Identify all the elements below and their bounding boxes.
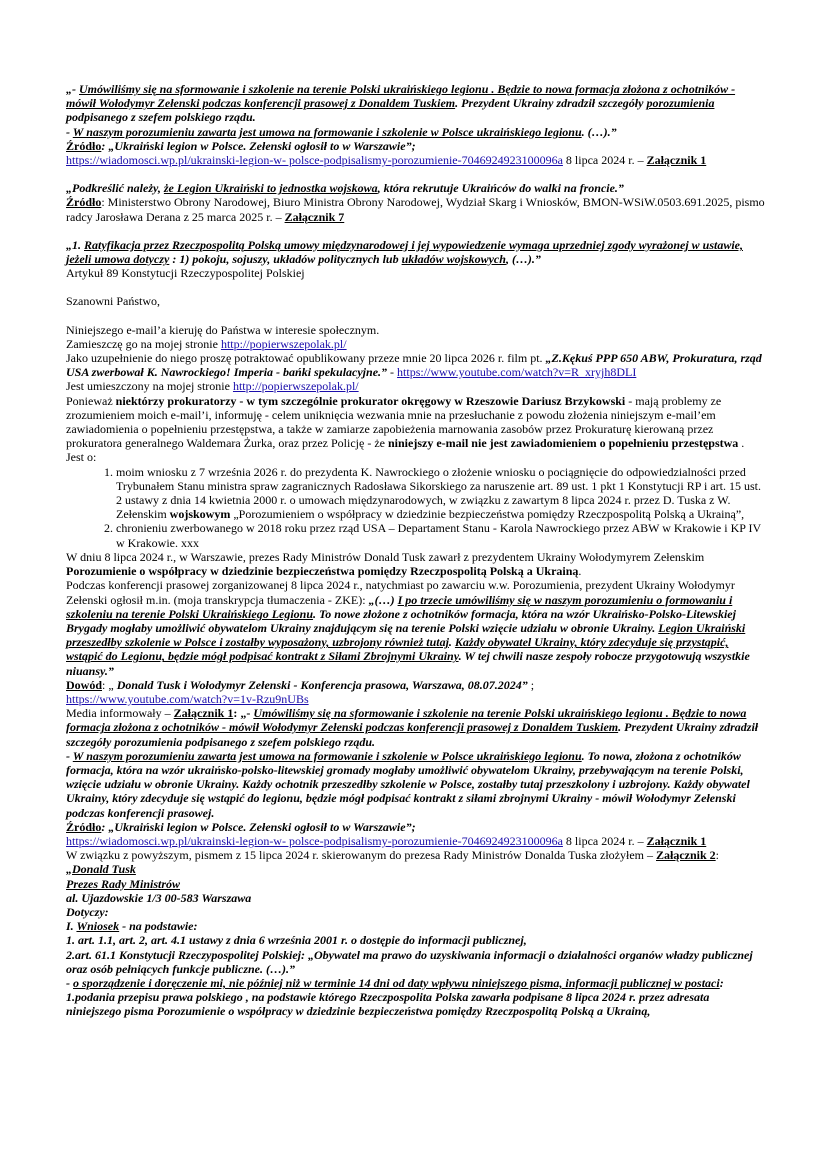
paragraph-letter: W związku z powyższym, pismem z 15 lipca 2024 r. skierowanym do prezesa Rady Ministrów Donalda Tuska złożyłem – Załącznik 2:: [66, 848, 720, 863]
list-item: 2. chronieniu zwerbowanego w 2018 roku przez rząd USA – Departament Stanu - Karola Nawrockiego przez ABW w Krakowie i KP IV w Krakowie. xxx: [116, 521, 766, 549]
website-link[interactable]: http://popierwszepolak.pl/: [220, 336, 347, 351]
quote-legion-1: „- Umówiliśmy się na sformowanie i szkolenie na terenie Polski ukraińskiego legionu . Będzie to nowa formacja złożona z ochotników - mówił Wołodymyr Zełenski podczas konferencji prasowej z Donaldem Tuskiem. Prezydent Ukrainy zdradził szczegóły porozumienia podpisanego z szefem polskiego rządu.: [66, 82, 736, 125]
source-1-link[interactable]: https://wiadomosci.wp.pl/ukrainski-legion-w- polsce-podpisalismy-porozumienie-7046924923100096a: [66, 153, 563, 168]
source-1-link-line: https://wiadomosci.wp.pl/ukrainski-legion-w- polsce-podpisalismy-porozumienie-7046924923100096a 8 lipca 2024 r. – Załącznik 1: [66, 153, 707, 168]
topics-list: [66, 465, 766, 550]
greeting: Szanowni Państwo,: [66, 294, 160, 309]
source-2: Źródło: Ministerstwo Obrony Narodowej, Biuro Ministra Obrony Narodowej, Wydział Skarg i Wniosków, BMON-WSiW.0503.691.2025, pismo radcy Jarosława Derana z 25 marca 2025 r. – Załącznik 7: [66, 195, 765, 224]
evidence-link-line: [66, 692, 766, 706]
request-point-1: 1.podania przepisu prawa polskiego , na podstawie którego Rzeczpospolita Polska zawarła podpisane 8 lipca 2024 r. przez adresata niniejszego pisma Porozumienie o współpracy w dziedzinie bezpieczeństwa pomiędzy Rzeczpospolitą Polską a Ukrainą,: [66, 990, 710, 1019]
paragraph-agreement: W dniu 8 lipca 2024 r., w Warszawie, prezes Rady Ministrów Donald Tusk zawarł z prezydentem Ukrainy Wołodymyrem Zełenskim Porozumienie o współpracy w dziedzinie bezpieczeństwa pomiędzy Rzeczpospolitą Polską a Ukrainą.: [66, 549, 705, 579]
quote-legion-2: - W naszym porozumieniu zawarta jest umowa na formowanie i szkolenie w Polsce ukraińskiego legionu. (…).”: [66, 124, 617, 139]
paragraph-media: Media informowały – Załącznik 1: „- Umówiliśmy się na sformowanie i szkolenie na terenie Polski ukraińskiego legionu . Będzie to nowa formacja złożona z ochotników - mówił Wołodymyr Zełenski podczas konferencji prasowej z Donaldem Tuskiem. Prezydent Ukrainy zdradził szczegóły porozumienia podpisanego z szefem polskiego rządu.: [66, 706, 759, 749]
source-3: Źródło: „Ukraiński legion w Polsce. Zełenski ogłosił to w Warszawie”;: [66, 819, 416, 834]
website-link-2[interactable]: http://popierwszepolak.pl/: [232, 379, 359, 394]
request-basis-2: 2.art. 61.1 Konstytucji Rzeczypospolitej Polskiej: „Obywatel ma prawo do uzyskiwania informacji o działalności organów władzy publicznej oraz osób pełniących funkcje publiczne. (…).”: [66, 947, 753, 976]
quote-constitution: „1. Ratyfikacja przez Rzeczpospolitą Polską umowy międzynarodowej i jej wypowiedzenie wymaga uprzedniej zgody wyrażonej w ustawie, jeżeli umowa dotyczy : 1) pokoju, sojuszy, układów politycznych lub układów wojskowych, (…).”: [66, 237, 743, 267]
paragraph-media-2: - W naszym porozumieniu zawarta jest umowa na formowanie i szkolenie w Polsce ukraińskiego legionu. To nowa, złożona z ochotników formacja, która na wzór ukraińsko-polsko-litewskiej gromady mogłaby umożliwić obywatelom Ukrainy, przebywającym na terenie Polski, wzięcie udziału w obronie Ukrainy. Każdy ochotnik przeszedłby szkolenie w Polsce, zostałby tutaj przeszkolony i uzbrojony. Każdy obywatel Ukrainy, który zdecyduje się wstąpić do legionu, będzie mógł podpisać kontrakt z siłami zbrojnymi Ukrainy - mówił Wołodymyr Zełenski podczas konferencji prasowej.: [66, 748, 750, 820]
document-page: [66, 82, 766, 1019]
constitution-source: Artykuł 89 Konstytucji Rzeczypospolitej Polskiej: [66, 266, 305, 281]
addressee-name: „Donald Tusk: [66, 862, 136, 877]
subject-label: Dotyczy:: [66, 904, 109, 919]
addressee-title: Prezes Rady Ministrów: [66, 876, 181, 891]
evidence: Dowód: „ Donald Tusk i Wołodymyr Zełenski - Konferencja prasowa, Warszawa, 08.07.2024” ;: [66, 677, 535, 692]
request-scope: - o sporządzenie i doręczenie mi, nie później niż w terminie 14 dni od daty wpływu niniejszego pisma, informacji publicznej w postaci:: [66, 975, 724, 990]
paragraph-website-2: Jest umieszczony na mojej stronie http://popierwszepolak.pl/: [66, 379, 359, 394]
paragraph-website: Zamieszczę go na mojej stronie http://popierwszepolak.pl/: [66, 336, 347, 351]
paragraph-conference: Podczas konferencji prasowej zorganizowanej 8 lipca 2024 r., natychmiast po zawarciu w.w. Porozumienia, prezydent Ukrainy Wołodymyr Zełenski ogłosił m.in. (moja transkrypcja tłumaczenia - ZKE): „(…) I po trzecie umówiliśmy się w naszym porozumieniu o formowaniu i szkoleniu na terenie Polski Ukraińskiego Legionu. To nowe złożone z ochotników formacja, która na wzór Ukraińsko-Polsko-Litewskiej Brygady mogłaby umożliwić obywatelom Ukrainy znajdującym się na terenie Polski wzięcie udziału w obronie Ukrainy. Legion Ukraiński przeszedłby szkolenie w Polsce i zostałby wyposażony, uzbrojony również tutaj. Każdy obywatel Ukrainy, który zdecyduje się przystąpić, wstąpić do Legionu, będzie mógł podpisać kontrakt z Siłami Zbrojnymi Ukrainy. W tej chwili nasze zespoły robocze przygotowują wszystkie niuansy.”: [66, 578, 750, 678]
request-heading: I. Wniosek - na podstawie:: [66, 919, 198, 934]
paragraph-about: Jest o:: [66, 450, 97, 465]
list-item: 1. moim wniosku z 7 września 2026 r. do prezydenta K. Nawrockiego o złożenie wniosku o pociągnięcie do odpowiedzialności przed Trybunałem Stanu ministra spraw zagranicznych Radosława Sikorskiego za naruszenie art. 89 ust. 1 pkt 1 Konstytucji RP i art. 15 ust. 2 ustawy z dnia 14 kwietnia 2000 r. o umowach międzynarodowych, w związku z zawartym 8 lipca 2024 r. przez D. Tuska z W. Zełenskim wojskowym „Porozumieniem o współpracy w dziedzinie bezpieczeństwa pomiędzy Rzeczpospolitą Polską a Ukrainą”,: [116, 465, 766, 522]
youtube-film-link[interactable]: https://www.youtube.com/watch?v=R_xryjh8DLI: [397, 365, 637, 380]
addressee-address: al. Ujazdowskie 1/3 00-583 Warszawa: [66, 890, 252, 905]
source-1: Źródło: „Ukraiński legion w Polsce. Zełenski ogłosił to w Warszawie”;: [66, 138, 416, 153]
source-3-link[interactable]: https://wiadomosci.wp.pl/ukrainski-legion-w- polsce-podpisalismy-porozumienie-7046924923100096a: [66, 833, 563, 848]
paragraph-intro: Niniejszego e-mail’a kieruję do Państwa w interesie społecznym.: [66, 322, 380, 337]
source-3-link-line: https://wiadomosci.wp.pl/ukrainski-legion-w- polsce-podpisalismy-porozumienie-7046924923100096a 8 lipca 2024 r. – Załącznik 1: [66, 833, 707, 848]
request-basis-1: 1. art. 1.1, art. 2, art. 4.1 ustawy z dnia 6 września 2001 r. o dostępie do informacji publicznej,: [66, 933, 527, 948]
evidence-link[interactable]: https://www.youtube.com/watch?v=1v-Rzu9nUBs: [66, 691, 309, 706]
paragraph-film: Jako uzupełnienie do niego proszę potraktować opublikowany przeze mnie 20 lipca 2026 r. film pt. „Z.Kękuś PPP 650 ABW, Prokuratura, rząd USA zwerbował K. Nawrockiego! Imperia - bańki spekulacyjne.” - https://www.youtube.com/watch?v=R_xryjh8DLI: [66, 351, 762, 380]
quote-mon: „Podkreślić należy, że Legion Ukraiński to jednostka wojskowa, która rekrutuje Ukraińców do walki na froncie.”: [66, 181, 624, 196]
paragraph-prosecutors: Ponieważ niektórzy prokuratorzy - w tym szczególnie prokurator okręgowy w Rzeszowie Dariusz Brzykowski - mają problemy ze zrozumieniem moich e-mail’i, informuję - celem uniknięcia wezwania mnie na przesłuchanie z powodu złożenia niniejszym e-mail’em zawiadomienia o popełnieniu przestępstwa, a także w zamiarze zapobieżenia marnowania zasobów przez Prokuraturę kierowaną przez prokuratora generalnego Waldemara Żurka, oraz przez Policję - że niniejszy e-mail nie jest zawiadomieniem o popełnieniu przestępstwa .: [66, 393, 745, 451]
